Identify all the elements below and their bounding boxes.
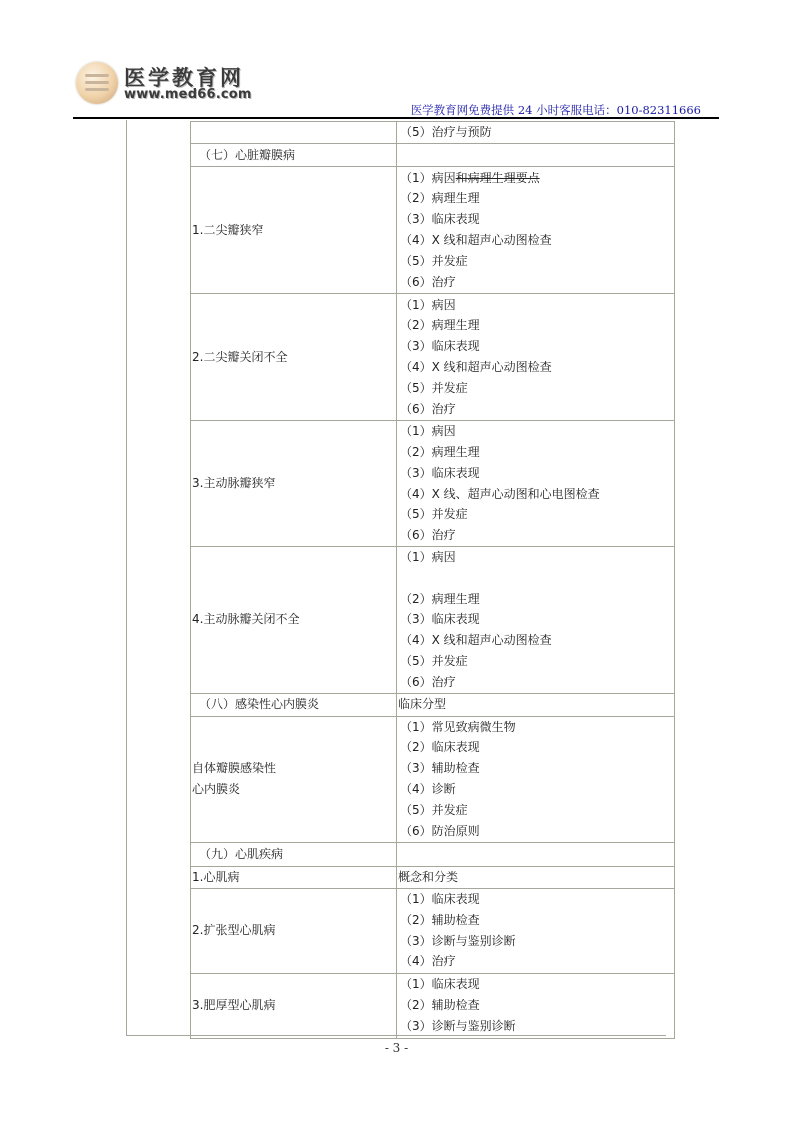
content-item: （2）辅助检查	[400, 998, 480, 1013]
content-item: （2）辅助检查	[400, 912, 480, 927]
topic-cell: 3.主动脉瓣狭窄	[191, 421, 397, 547]
content-cell	[397, 122, 675, 144]
content-cell	[397, 842, 675, 866]
logo-emblem-icon	[76, 62, 118, 104]
content-item: （2）病理生理	[400, 318, 480, 333]
content-item: （5）并发症	[400, 253, 468, 268]
content-item: （2）病理生理	[400, 444, 480, 459]
content-cell	[397, 693, 675, 716]
content-item: （3）临床表现	[400, 339, 480, 354]
content-cell	[397, 973, 675, 1038]
topic-cell: 1.二尖瓣狭窄	[191, 167, 397, 294]
logo-title: 医学教育网	[124, 66, 244, 90]
content-item: （1）常见致病微生物	[400, 719, 516, 734]
content-item: （3）辅助检查	[400, 761, 480, 776]
content-item: （3）临床表现	[400, 465, 480, 480]
section-title-cell: （七）心脏瓣膜病	[191, 144, 397, 167]
header-service-line: 医学教育网免费提供 24 小时客服电话：010-82311666	[410, 103, 701, 117]
content-item: （1）临床表现	[400, 891, 480, 906]
content-item: （5）并发症	[400, 507, 468, 522]
content-item: （4）诊断	[400, 782, 456, 797]
content-item: （6）治疗	[400, 528, 456, 543]
table-row	[191, 421, 675, 547]
table-row	[191, 294, 675, 421]
topic-cell	[191, 122, 397, 144]
topic-cell	[191, 716, 397, 842]
content-item: 临床分型	[398, 697, 447, 712]
table-row	[191, 167, 675, 294]
content-cell	[397, 716, 675, 842]
table-row	[191, 693, 675, 716]
content-item: （2）病理生理	[400, 591, 480, 606]
content-item: （6）防治原则	[400, 823, 480, 838]
table-row	[191, 122, 675, 144]
topic-line: 自体瓣膜感染性	[192, 761, 277, 776]
content-item: （5）并发症	[400, 802, 468, 817]
content-item: （1）病因和病理生理要点	[400, 170, 540, 185]
table-row	[191, 716, 675, 842]
content-item: 概念和分类	[398, 869, 459, 884]
content-item: （6）治疗	[400, 274, 456, 289]
content-item: （1）病因	[400, 424, 456, 439]
content-item: （5）并发症	[400, 380, 468, 395]
content-cell	[397, 144, 675, 167]
content-item: （5）治疗与预防	[400, 125, 492, 140]
content-item: （4）X 线和超声心动图检查	[400, 360, 552, 374]
content-item: （3）诊断与鉴别诊断	[400, 933, 516, 948]
content-item: （2）临床表现	[400, 740, 480, 755]
content-item: （6）治疗	[400, 401, 456, 416]
content-item: （1）临床表现	[400, 977, 480, 992]
table-row	[191, 973, 675, 1038]
section-title-cell: （九）心肌疾病	[191, 842, 397, 866]
content-item: （3）临床表现	[400, 612, 480, 627]
content-item: （4）X 线和超声心动图检查	[400, 233, 552, 247]
table-row	[191, 866, 675, 888]
table-row	[191, 144, 675, 167]
logo-url: www.med66.com	[124, 87, 252, 102]
content-cell	[397, 547, 675, 694]
content-item: （4）X 线和超声心动图检查	[400, 633, 552, 648]
content-item: （1）病因	[400, 297, 456, 312]
content-item: （3）临床表现	[400, 212, 480, 227]
content-spacer	[400, 568, 672, 589]
content-item: （3）诊断与鉴别诊断	[400, 1018, 516, 1033]
content-item: （5）并发症	[400, 653, 468, 668]
content-cell	[397, 866, 675, 888]
page-number: - 3 -	[384, 1041, 409, 1055]
content-item: （2）病理生理	[400, 191, 480, 206]
content-cell	[397, 888, 675, 973]
topic-cell: 2.扩张型心肌病	[191, 888, 397, 973]
struck-text: 和病理生理要点	[455, 170, 540, 185]
header-divider	[73, 117, 719, 119]
table-row	[191, 547, 675, 694]
content-item: （1）病因	[400, 550, 456, 564]
content-item: （4）X 线、超声心动图和心电图检查	[400, 486, 600, 501]
content-cell	[397, 421, 675, 547]
topic-cell: 1.心肌病	[191, 866, 397, 888]
topic-line: 心内膜炎	[192, 782, 241, 797]
section-title-cell: （八）感染性心内膜炎	[191, 693, 397, 716]
table-row	[191, 842, 675, 866]
content-cell	[397, 167, 675, 294]
content-item: （4）治疗	[400, 954, 456, 969]
content-item: （6）治疗	[400, 674, 456, 689]
table-row	[191, 888, 675, 973]
topic-cell: 4.主动脉瓣关闭不全	[191, 547, 397, 694]
content-cell	[397, 294, 675, 421]
site-logo	[76, 60, 266, 108]
topic-cell: 3.肥厚型心肌病	[191, 973, 397, 1038]
syllabus-table	[190, 121, 675, 1039]
topic-cell: 2.二尖瓣关闭不全	[191, 294, 397, 421]
